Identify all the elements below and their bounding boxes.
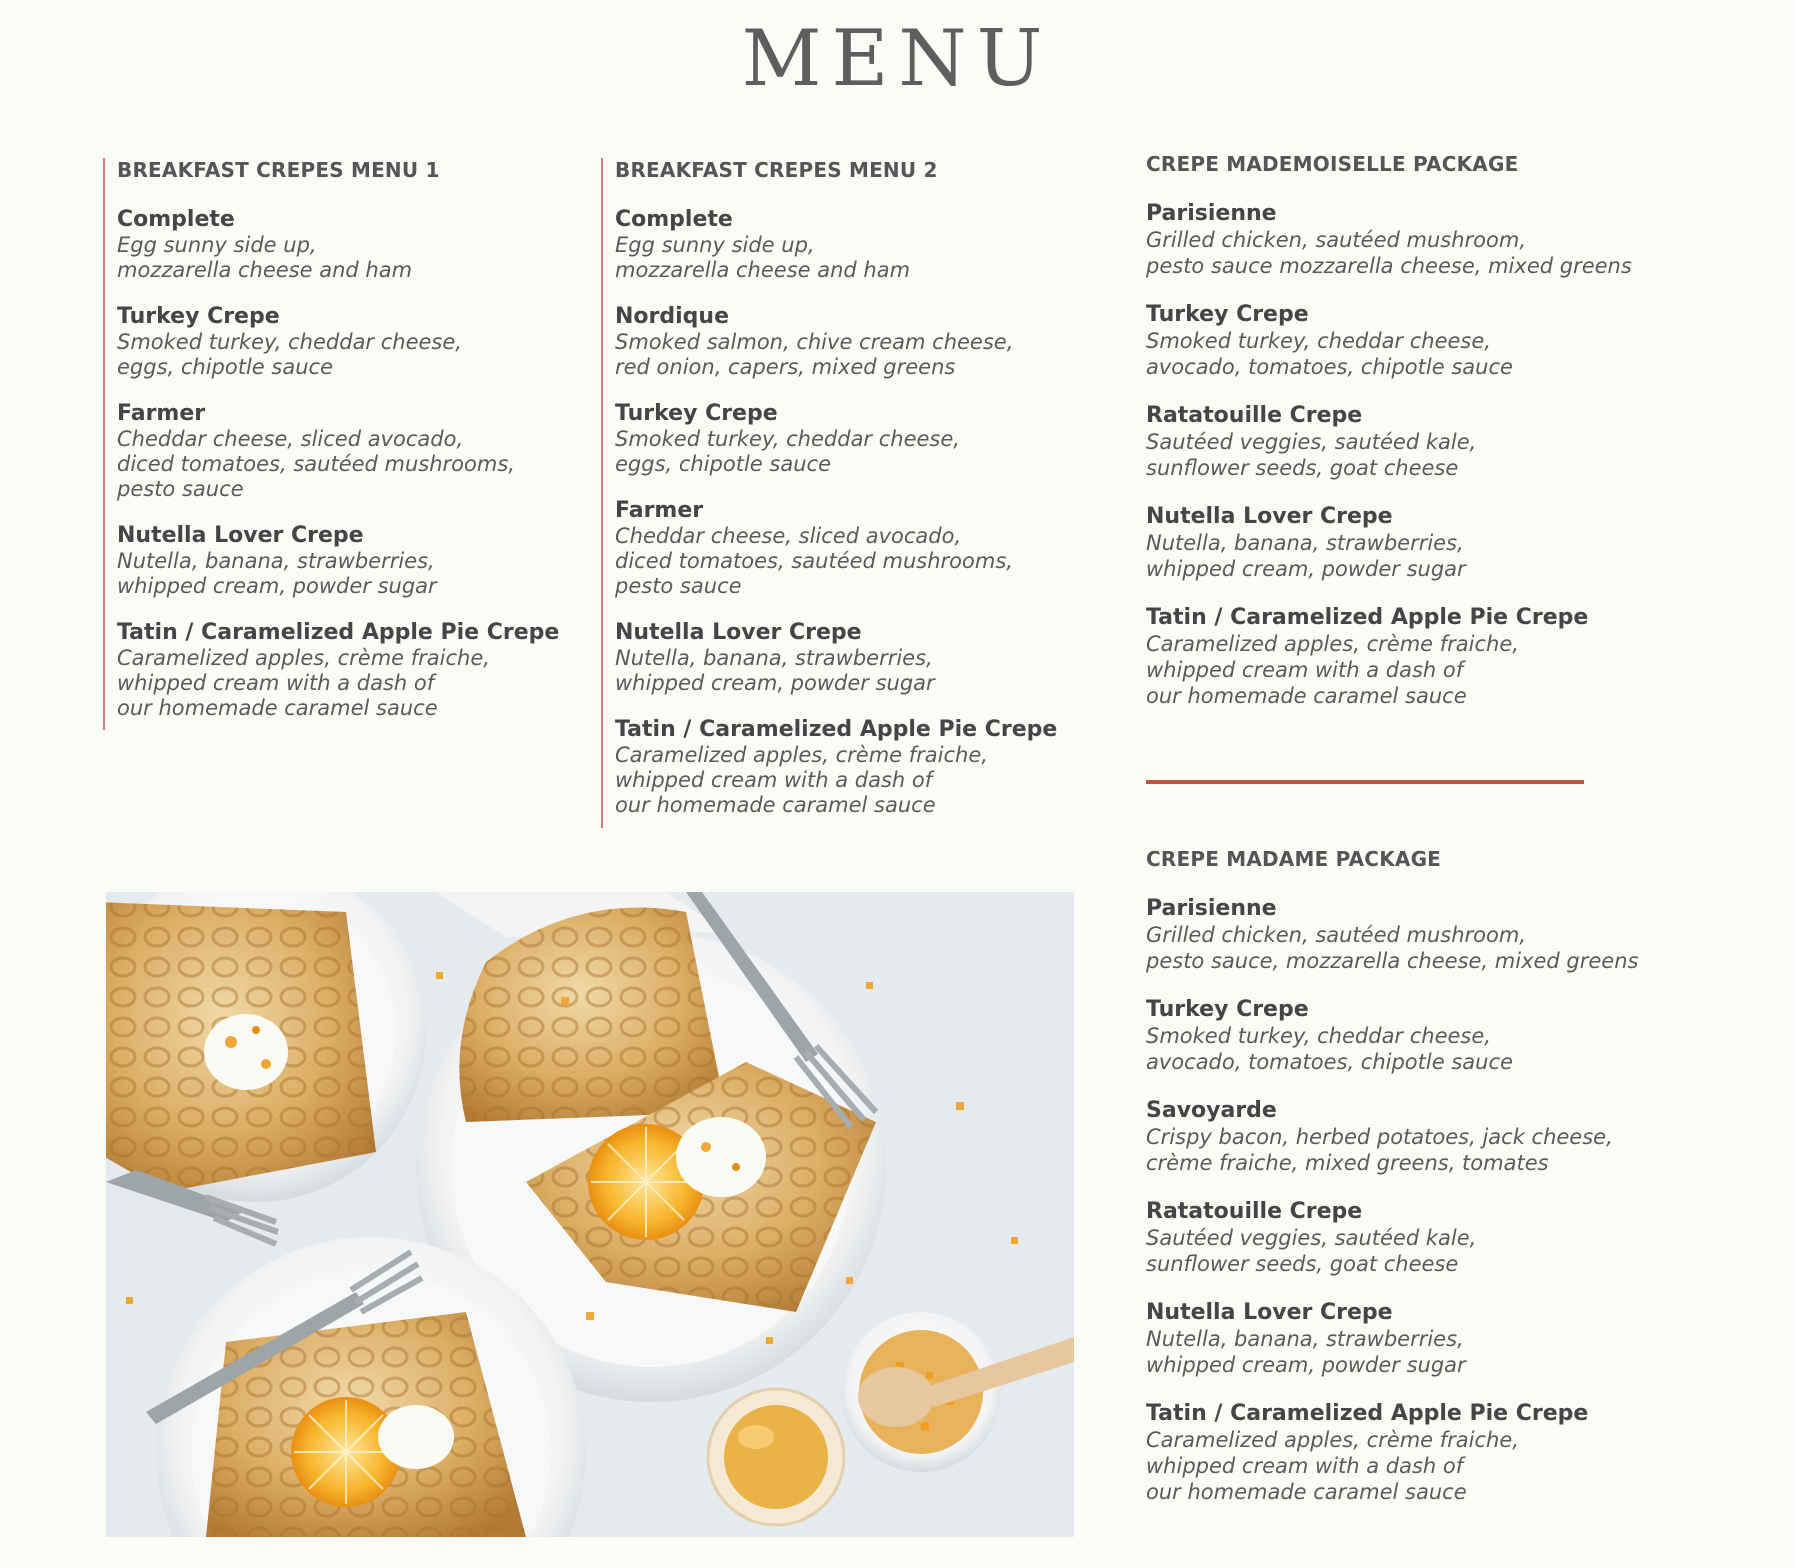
menu-item-name: Nordique xyxy=(615,304,729,329)
menu-item-name: Nutella Lover Crepe xyxy=(615,620,862,645)
menu-item xyxy=(117,303,593,380)
menu-item-name: Parisienne xyxy=(1146,896,1277,921)
menu-item-name: Turkey Crepe xyxy=(1146,997,1309,1022)
menu-item-description: Cheddar cheese, sliced avocado, diced tomatoes, sautéed mushrooms, pesto sauce xyxy=(615,524,1013,598)
menu-item-description: Sautéed veggies, sautéed kale, sunflower seeds, goat cheese xyxy=(1146,430,1477,480)
menu-item-description: Smoked turkey, cheddar cheese, eggs, chipotle sauce xyxy=(117,330,462,379)
menu-item-description: Caramelized apples, crème fraiche, whipped cream with a dash of our homemade caramel sauce xyxy=(1146,1428,1519,1504)
menu-item-description: Egg sunny side up, mozzarella cheese and ham xyxy=(117,233,413,282)
menu-item xyxy=(1146,895,1706,974)
menu-item-description: Egg sunny side up, mozzarella cheese and ham xyxy=(615,233,911,282)
menu-item xyxy=(615,716,1071,818)
section-heading: BREAKFAST CREPES MENU 2 xyxy=(615,158,938,182)
menu-item-name: Nutella Lover Crepe xyxy=(1146,1300,1393,1325)
menu-item xyxy=(615,619,1071,696)
menu-item-name: Parisienne xyxy=(1146,201,1277,226)
menu-item-description: Crispy bacon, herbed potatoes, jack cheese, crème fraiche, mixed greens, tomates xyxy=(1146,1125,1613,1175)
page-title: MENU xyxy=(741,14,1053,104)
menu-item-name: Nutella Lover Crepe xyxy=(117,523,364,548)
section-heading: BREAKFAST CREPES MENU 1 xyxy=(117,158,440,182)
menu-item-description: Smoked turkey, cheddar cheese, eggs, chipotle sauce xyxy=(615,427,960,476)
menu-item-description: Caramelized apples, crème fraiche, whipped cream with a dash of our homemade caramel sauce xyxy=(615,743,988,817)
menu-item-description: Grilled chicken, sautéed mushroom, pesto sauce, mozzarella cheese, mixed greens xyxy=(1146,923,1639,973)
section-divider xyxy=(1146,780,1584,784)
menu-item xyxy=(1146,1198,1706,1277)
menu-item-name: Turkey Crepe xyxy=(1146,302,1309,327)
menu-item-description: Sautéed veggies, sautéed kale, sunflower seeds, goat cheese xyxy=(1146,1226,1477,1276)
menu-item-name: Farmer xyxy=(615,498,704,523)
menu-item-description: Caramelized apples, crème fraiche, whipped cream with a dash of our homemade caramel sauce xyxy=(1146,632,1519,708)
menu-item-name: Tatin / Caramelized Apple Pie Crepe xyxy=(1146,605,1589,630)
menu-item xyxy=(1146,1097,1706,1176)
menu-item xyxy=(117,206,593,283)
section-heading: CREPE MADAME PACKAGE xyxy=(1146,847,1442,871)
menu-item-name: Complete xyxy=(117,207,235,232)
menu-item-name: Complete xyxy=(615,207,733,232)
menu-item-description: Smoked salmon, chive cream cheese, red onion, capers, mixed greens xyxy=(615,330,1014,379)
menu-item-name: Ratatouille Crepe xyxy=(1146,403,1363,428)
menu-item-name: Ratatouille Crepe xyxy=(1146,1199,1363,1224)
menu-item-description: Nutella, banana, strawberries, whipped cream, powder sugar xyxy=(1146,1327,1466,1377)
menu-item xyxy=(1146,402,1706,481)
menu-item-description: Cheddar cheese, sliced avocado, diced tomatoes, sautéed mushrooms, pesto sauce xyxy=(117,427,515,501)
menu-item xyxy=(1146,503,1706,582)
menu-item xyxy=(615,400,1071,477)
menu-item xyxy=(117,522,593,599)
menu-item xyxy=(1146,1400,1706,1505)
section-heading: CREPE MADEMOISELLE PACKAGE xyxy=(1146,152,1519,176)
menu-item-description: Smoked turkey, cheddar cheese, avocado, tomatoes, chipotle sauce xyxy=(1146,329,1513,379)
menu-item xyxy=(615,303,1071,380)
menu-item xyxy=(1146,301,1706,380)
menu-item-description: Caramelized apples, crème fraiche, whipped cream with a dash of our homemade caramel sauce xyxy=(117,646,490,720)
menu-item xyxy=(615,206,1071,283)
menu-item-name: Turkey Crepe xyxy=(615,401,778,426)
menu-item-description: Nutella, banana, strawberries, whipped cream, powder sugar xyxy=(117,549,437,598)
menu-item-name: Tatin / Caramelized Apple Pie Crepe xyxy=(1146,1401,1589,1426)
menu-item-name: Savoyarde xyxy=(1146,1098,1277,1123)
menu-item-name: Farmer xyxy=(117,401,206,426)
menu-item xyxy=(117,619,593,721)
menu-item-name: Nutella Lover Crepe xyxy=(1146,504,1393,529)
menu-item xyxy=(117,400,593,502)
menu-item-name: Tatin / Caramelized Apple Pie Crepe xyxy=(615,717,1058,742)
menu-item xyxy=(1146,996,1706,1075)
menu-item xyxy=(1146,200,1706,279)
menu-item xyxy=(1146,604,1706,709)
menu-column-breakfast-1 xyxy=(103,158,593,730)
menu-item-name: Turkey Crepe xyxy=(117,304,280,329)
menu-item-description: Grilled chicken, sautéed mushroom, pesto sauce mozzarella cheese, mixed greens xyxy=(1146,228,1632,278)
menu-item-description: Smoked turkey, cheddar cheese, avocado, tomatoes, chipotle sauce xyxy=(1146,1024,1513,1074)
menu-column-breakfast-2 xyxy=(601,158,1071,828)
menu-item-name: Tatin / Caramelized Apple Pie Crepe xyxy=(117,620,560,645)
crepes-photo xyxy=(106,892,1074,1537)
menu-column-madame xyxy=(1146,847,1706,1527)
menu-item-description: Nutella, banana, strawberries, whipped cream, powder sugar xyxy=(615,646,935,695)
menu-item xyxy=(1146,1299,1706,1378)
menu-item-description: Nutella, banana, strawberries, whipped cream, powder sugar xyxy=(1146,531,1466,581)
menu-item xyxy=(615,497,1071,599)
menu-column-mademoiselle xyxy=(1146,152,1706,731)
